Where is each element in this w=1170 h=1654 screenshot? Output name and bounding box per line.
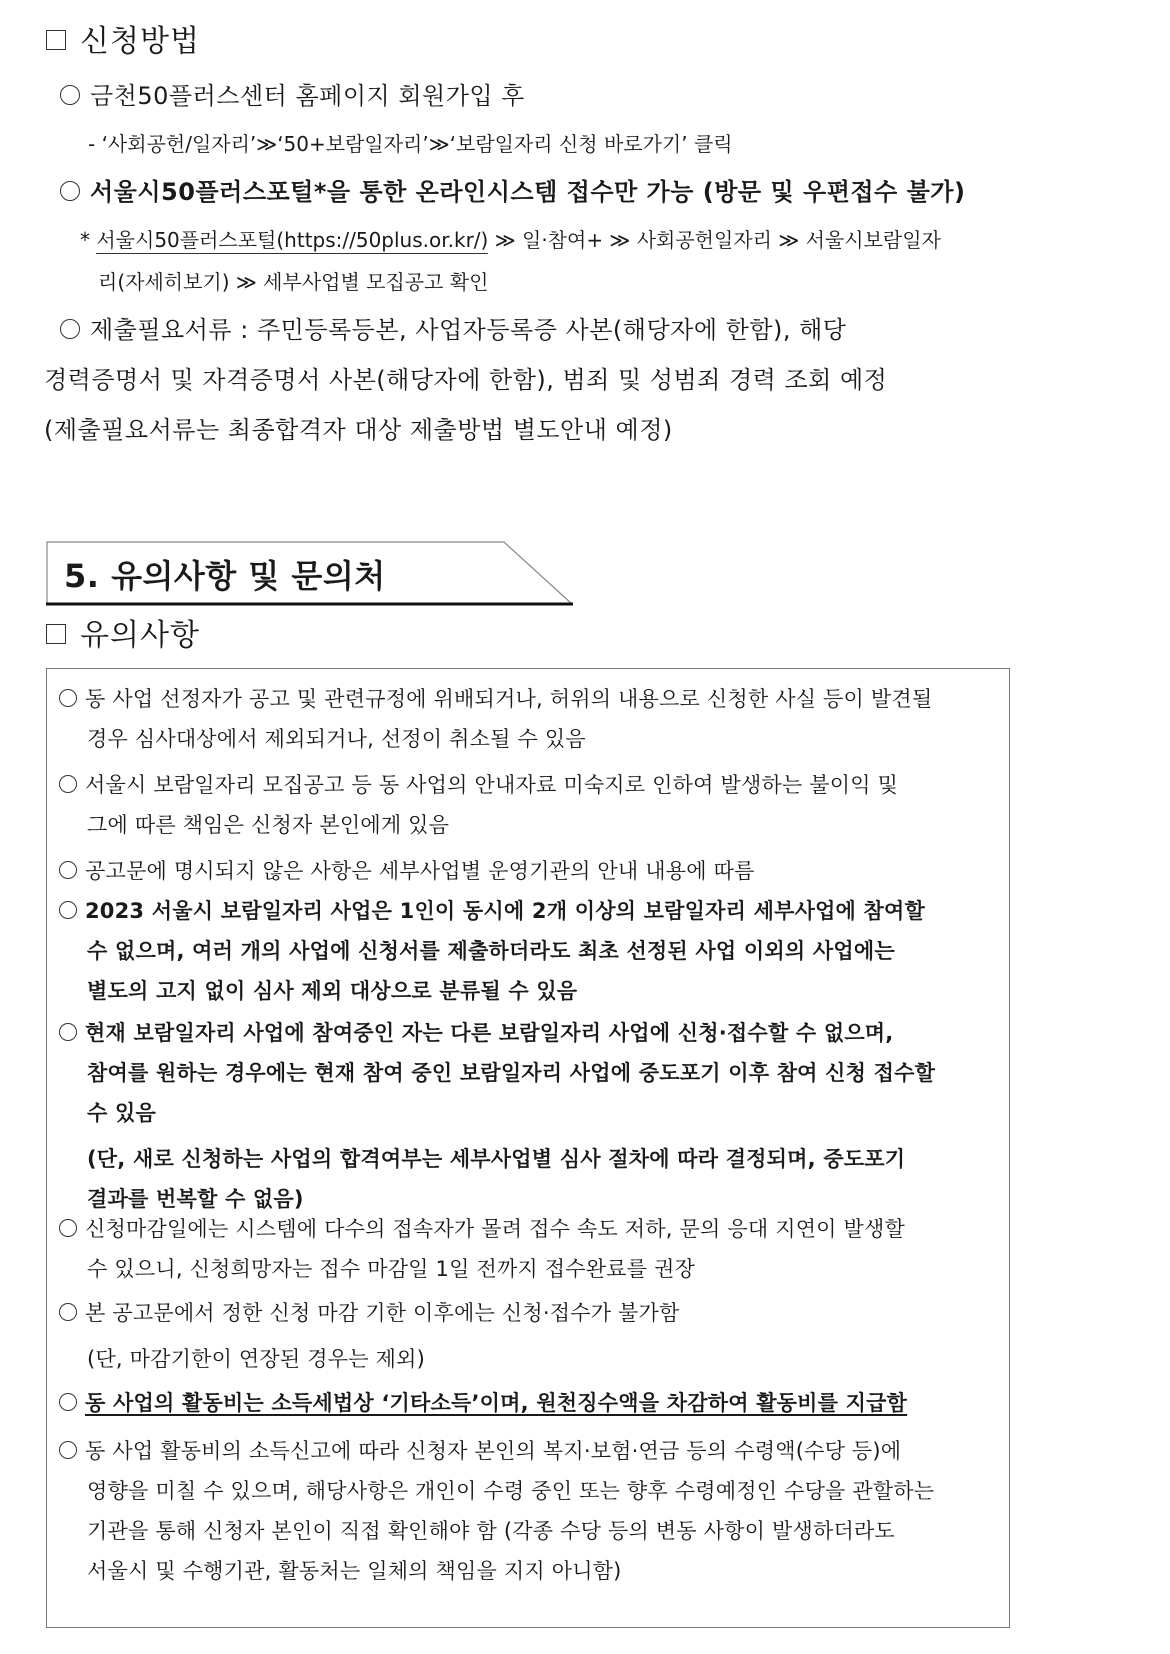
apply-item-1-text: 금천50플러스센터 홈페이지 회원가입 후: [90, 82, 525, 110]
circle-bullet-icon: [59, 1023, 77, 1041]
notice-line: 동 사업의 활동비는 소득세법상 ‘기타소득’이며, 원천징수액을 차감하여 활동비를 지급함: [85, 1391, 908, 1415]
notice-line: 기관을 통해 신청자 본인이 직접 확인해야 함 (각종 수당 등의 변동 사항이 발생하더라도: [87, 1519, 895, 1543]
notice-line: 현재 보람일자리 사업에 참여중인 자는 다른 보람일자리 사업에 신청·접수할 수 없으며,: [85, 1021, 894, 1045]
apply-item-2-text: 서울시50플러스포털*을 통한 온라인시스템 접수만 가능 (방문 및 우편접수 불가): [90, 178, 966, 206]
portal-link[interactable]: 서울시50플러스포털(https://50plus.or.kr/): [96, 228, 489, 252]
section-5-header: [46, 541, 573, 607]
notice-line: 수 있으니, 신청희망자는 접수 마감일 1일 전까지 접수완료를 권장: [87, 1257, 696, 1281]
footnote-marker: *: [80, 228, 90, 252]
notice-line: 동 사업 선정자가 공고 및 관련규정에 위배되거나, 허위의 내용으로 신청한 사실 등이 발견될: [85, 687, 933, 711]
notice-line: 신청마감일에는 시스템에 다수의 접속자가 몰려 접수 속도 저하, 문의 응대 지연이 발생할: [85, 1217, 905, 1241]
circle-bullet-icon: [60, 319, 80, 339]
notice-line: 동 사업 활동비의 소득신고에 따라 신청자 본인의 복지·보험·연금 등의 수령액(수당 등)에: [85, 1439, 902, 1463]
notice-item-6: [59, 1213, 905, 1283]
notice-item-1: [59, 683, 932, 753]
apply-item-3-line2: 경력증명서 및 자격증명서 사본(해당자에 한함), 범죄 및 성범죄 경력 조회 예정: [44, 366, 888, 394]
notice-line: 영향을 미칠 수 있으며, 해당사항은 개인이 수령 중인 또는 향후 수령예정인 수당을 관할하는: [87, 1479, 935, 1503]
notice-item-9: [59, 1435, 934, 1585]
apply-item-2-note: [80, 224, 941, 253]
notice-item-2: [59, 769, 898, 839]
notices-heading-text: 유의사항: [80, 618, 200, 653]
apply-method-heading: [46, 16, 200, 60]
notice-item-5: [59, 1017, 935, 1213]
circle-bullet-icon: [59, 1303, 77, 1321]
notice-line: (단, 마감기한이 연장된 경우는 제외): [87, 1347, 425, 1371]
notice-line: 본 공고문에서 정한 신청 마감 기한 이후에는 신청·접수가 불가함: [85, 1301, 680, 1325]
apply-item-1: [60, 76, 525, 111]
notice-line: 참여를 원하는 경우에는 현재 참여 중인 보람일자리 사업에 중도포기 이후 참여 신청 접수할: [87, 1061, 936, 1085]
apply-item-3-line3: (제출필요서류는 최종합격자 대상 제출방법 별도안내 예정): [44, 416, 673, 444]
notices-box: [46, 668, 1010, 1628]
circle-bullet-icon: [59, 1393, 77, 1411]
square-bullet-icon: [46, 624, 66, 644]
circle-bullet-icon: [59, 689, 77, 707]
notice-line: 그에 따른 책임은 신청자 본인에게 있음: [87, 813, 450, 837]
apply-item-3: [60, 310, 847, 345]
apply-method-heading-text: 신청방법: [80, 24, 200, 59]
notice-line: 경우 심사대상에서 제외되거나, 선정이 취소될 수 있음: [87, 727, 586, 751]
notice-line: 수 없으며, 여러 개의 사업에 신청서를 제출하더라도 최초 선정된 사업 이외의 사업에는: [87, 939, 895, 963]
notice-line: 서울시 및 수행기관, 활동처는 일체의 책임을 지지 아니함): [87, 1559, 622, 1583]
notice-item-4: [59, 895, 925, 1005]
notice-line: 별도의 고지 없이 심사 제외 대상으로 분류될 수 있음: [87, 979, 578, 1003]
notice-item-7: [59, 1297, 680, 1373]
apply-item-1-sub: - ‘사회공헌/일자리’≫‘50+보람일자리’≫‘보람일자리 신청 바로가기’ 클릭: [88, 132, 733, 156]
circle-bullet-icon: [59, 775, 77, 793]
notices-heading: [46, 610, 200, 654]
notice-line: (단, 새로 신청하는 사업의 합격여부는 세부사업별 심사 절차에 따라 결정되며, 중도포기: [87, 1147, 906, 1171]
circle-bullet-icon: [59, 1219, 77, 1237]
notice-item-3: [59, 855, 755, 885]
notice-line: 수 있음: [87, 1101, 156, 1125]
apply-item-3-line1: 제출필요서류 : 주민등록등본, 사업자등록증 사본(해당자에 한함), 해당: [90, 316, 847, 344]
notice-line: 2023 서울시 보람일자리 사업은 1인이 동시에 2개 이상의 보람일자리 세부사업에 참여할: [85, 899, 926, 923]
apply-item-2: [60, 172, 965, 207]
section-5-title: 5. 유의사항 및 문의처: [64, 557, 386, 595]
circle-bullet-icon: [60, 181, 80, 201]
notice-line: 서울시 보람일자리 모집공고 등 동 사업의 안내자료 미숙지로 인하여 발생하는 불이익 및: [85, 773, 899, 797]
notice-item-8: [59, 1387, 907, 1417]
portal-path-text: ≫ 일·참여+ ≫ 사회공헌일자리 ≫ 서울시보람일자: [494, 228, 941, 252]
apply-item-2-note-line2: 리(자세히보기) ≫ 세부사업별 모집공고 확인: [98, 270, 489, 294]
circle-bullet-icon: [59, 1441, 77, 1459]
square-bullet-icon: [46, 30, 66, 50]
circle-bullet-icon: [59, 901, 77, 919]
notice-line: 공고문에 명시되지 않은 사항은 세부사업별 운영기관의 안내 내용에 따름: [85, 859, 755, 883]
notice-line: 결과를 번복할 수 없음): [87, 1187, 304, 1211]
circle-bullet-icon: [60, 85, 80, 105]
circle-bullet-icon: [59, 861, 77, 879]
